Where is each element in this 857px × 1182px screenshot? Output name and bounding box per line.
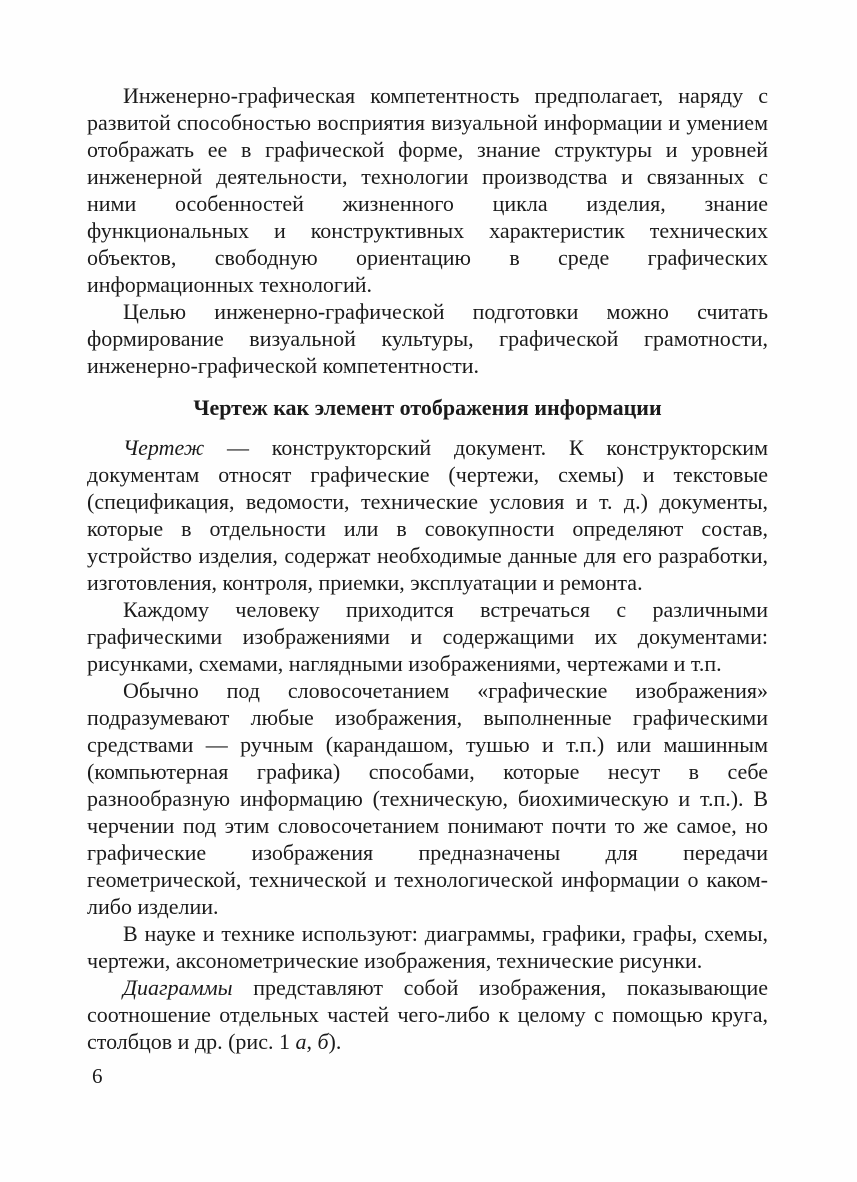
- paragraph: [87, 298, 768, 379]
- text-run: Чертеж как элемент отображения информации: [193, 395, 662, 420]
- text-run: ,: [306, 1029, 318, 1054]
- text-run: Инженерно-графическая компетентность предполагает, наряду с развитой способностью восприятия визуальной информации и умением отображать ее в графической форме, знание структуры и уровней инженерной деятельности, технологии производства и связанных с ними особенностей жизненного цикла изделия, знание функциональных и конструктивных характеристик технических объектов, свободную ориентацию в среде графических информационных технологий.: [87, 83, 768, 297]
- text-run: представляют собой изображения, показывающие соотношение отдельных частей чего-либо к целому с помощью круга, столбцов и др. (рис. 1: [87, 975, 768, 1054]
- paragraph: [87, 82, 768, 298]
- text-run: ).: [328, 1029, 342, 1054]
- section-heading: [87, 394, 768, 421]
- text-run: Обычно под словосочетанием «графические изображения» подразумевают любые изображения, выполненные графическими средствами — ручным (карандашом, тушью и т.п.) или машинным (компьютерная графика) способами, которые несут в себе разнообразную информацию (техническую, биохимическую и т.п.). В черчении под этим словосочетанием понимают почти то же самое, но графические изображения предназначены для передачи геометрической, технической и технологической информации о каком-либо изделии.: [87, 678, 768, 919]
- page-number: 6: [92, 1064, 103, 1088]
- paragraph: [87, 974, 768, 1055]
- paragraph: [87, 677, 768, 920]
- paragraph: [87, 434, 768, 596]
- text-run: Каждому человеку приходится встречаться с различными графическими изображениями и содержащими их документами: рисунками, схемами, наглядными изображениями, чертежами и т.п.: [87, 597, 768, 676]
- paragraph: [87, 596, 768, 677]
- italic-text-run: б: [317, 1029, 329, 1054]
- italic-text-run: а: [295, 1029, 307, 1054]
- text-run: Целью инженерно-графической подготовки можно считать формирование визуальной культуры, графической грамотности, инженерно-графической компетентности.: [87, 299, 768, 378]
- text-run: — конструкторский документ. К конструкторским документам относят графические (чертежи, схемы) и текстовые (спецификация, ведомости, технические условия и т. д.) документы, которые в отдельности или в совокупности определяют состав, устройство изделия, содержат необходимые данные для его разработки, изготовления, контроля, приемки, эксплуатации и ремонта.: [87, 435, 768, 595]
- paragraph: [87, 920, 768, 974]
- text-run: В науке и технике используют: диаграммы, графики, графы, схемы, чертежи, аксонометрические изображения, технические рисунки.: [87, 921, 768, 973]
- italic-text-run: Диаграммы: [123, 975, 233, 1000]
- italic-text-run: Чертеж: [123, 435, 205, 460]
- body-text: [87, 82, 768, 1055]
